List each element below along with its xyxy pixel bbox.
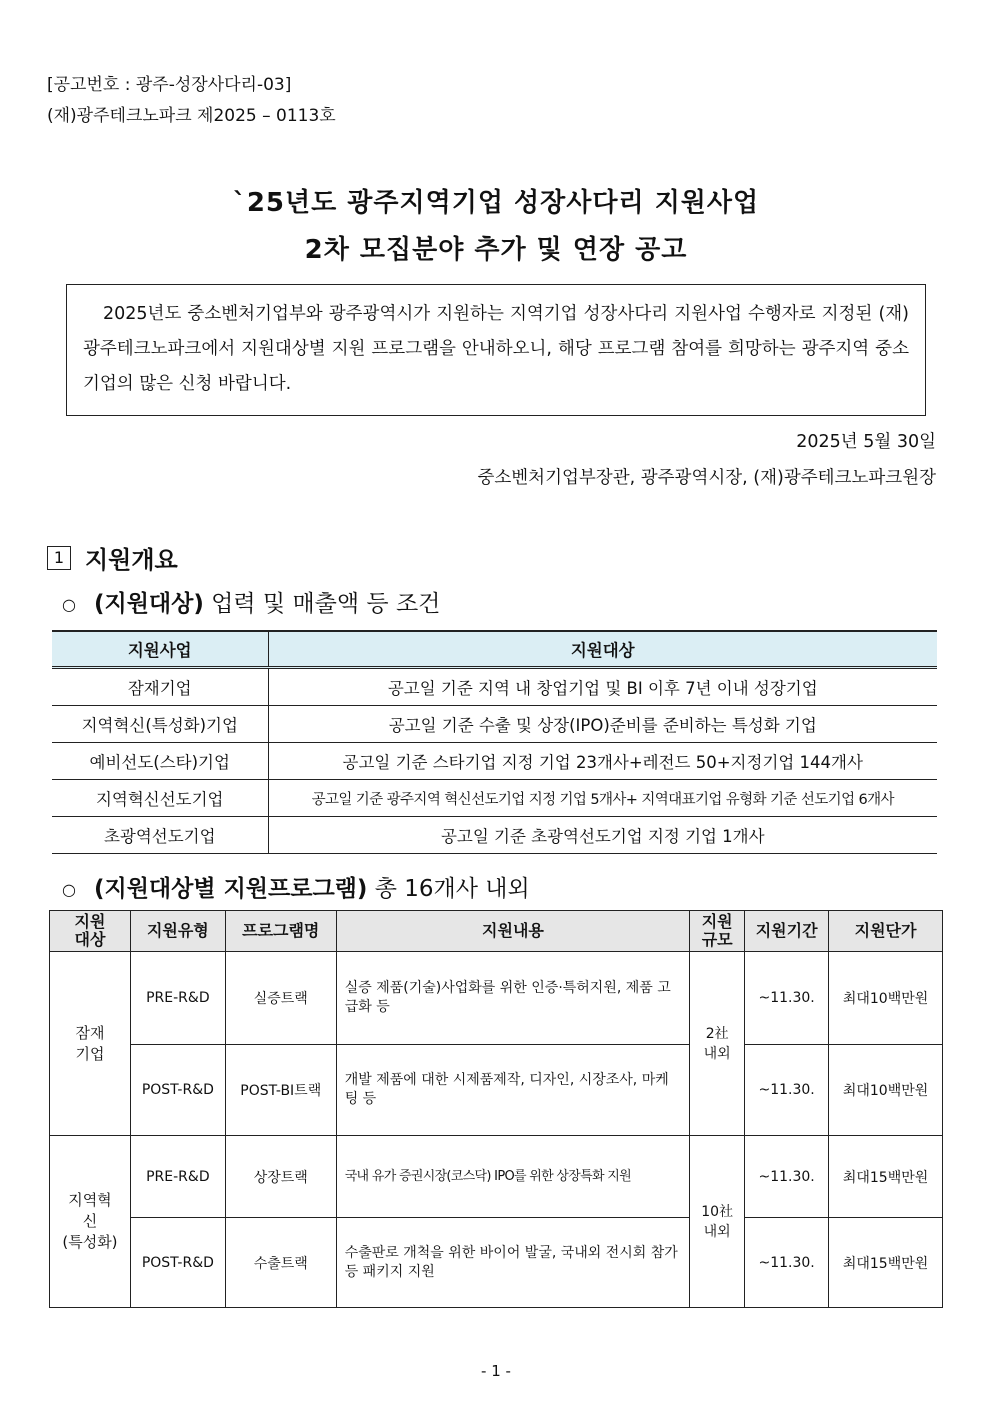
table-cell: 지역혁신(특성화)기업 [52,706,268,743]
column-header: 지원 규모 [690,911,745,952]
table-row [52,706,937,743]
table-row [50,1218,943,1308]
table-row [52,668,937,706]
section-number: 1 [47,546,71,570]
table-cell: PRE-R&D [130,952,225,1045]
table-cell: 개발 제품에 대한 시제품제작, 디자인, 시장조사, 마케팅 등 [336,1045,690,1136]
intro-text: 2025년도 중소벤처기업부와 광주광역시가 지원하는 지역기업 성장사다리 지원사업 수행자로 지정된 (재)광주테크노파크에서 지원대상별 지원 프로그램을 안내하오니, 해당 프로그램 참여를 희망하는 광주지역 중소기업의 많은 신청 바랍니다. [83,304,909,394]
table-row [52,780,937,817]
table-header-row [52,631,937,668]
table-row [52,743,937,780]
table-cell: 공고일 기준 스타기업 지정 기업 23개사+레전드 50+지정기업 144개사 [268,743,937,780]
table-cell: POST-R&D [130,1218,225,1308]
subsection-target [62,585,440,618]
page-title-line2: 2차 모집분야 추가 및 연장 공고 [304,235,688,265]
target-cell: 잠재 기업 [50,952,131,1136]
page-title-line1: `25년도 광주지역기업 성장사다리 지원사업 [232,188,760,218]
document-number: (재)광주테크노파크 제2025 – 0113호 [47,106,336,126]
table-cell: ~11.30. [745,952,829,1045]
table-row [50,952,943,1045]
subsection-label: (지원대상별 지원프로그램) [93,876,368,902]
announcement-date: 2025년 5월 30일 [796,432,936,452]
table-cell: 예비선도(스타)기업 [52,743,268,780]
table-header-row [50,911,943,952]
table-cell: 국내 유가 증권시장(코스닥) IPO를 위한 상장특화 지원 [336,1136,690,1218]
table-cell: ~11.30. [745,1045,829,1136]
scale-cell: 10社 내외 [690,1136,745,1308]
column-header: 지원내용 [336,911,690,952]
table-cell: 최대10백만원 [829,1045,943,1136]
table-cell: POST-BI트랙 [225,1045,336,1136]
column-header: 지원유형 [130,911,225,952]
table-row [50,1045,943,1136]
subsection-text: 업력 및 매출액 등 조건 [203,591,441,617]
table-cell: 공고일 기준 광주지역 혁신선도기업 지정 기업 5개사+ 지역대표기업 유형화 기준 선도기업 6개사 [268,780,937,817]
subsection-text: 총 16개사 내외 [367,876,530,902]
table-row [50,1136,943,1218]
target-cell: 지역혁 신 (특성화) [50,1136,131,1308]
table-cell: 수출판로 개척을 위한 바이어 발굴, 국내외 전시회 참가 등 패키지 지원 [336,1218,690,1308]
table-cell: 잠재기업 [52,668,268,706]
target-table [52,630,937,854]
table-cell: 최대10백만원 [829,952,943,1045]
column-header: 지원기간 [745,911,829,952]
program-table [49,910,943,1308]
table-cell: ~11.30. [745,1218,829,1308]
subsection-programs [62,870,530,903]
section-title: 지원개요 [85,546,178,574]
table-cell: 최대15백만원 [829,1218,943,1308]
table-cell: 공고일 기준 초광역선도기업 지정 기업 1개사 [268,817,937,854]
table-cell: POST-R&D [130,1045,225,1136]
column-header: 프로그램명 [225,911,336,952]
table-cell: 최대15백만원 [829,1136,943,1218]
table-row [52,817,937,854]
table-cell: 초광역선도기업 [52,817,268,854]
subsection-label: (지원대상) [93,591,204,617]
table-cell: PRE-R&D [130,1136,225,1218]
bullet-icon: ○ [62,880,76,899]
table-cell: 상장트랙 [225,1136,336,1218]
table-cell: 실증트랙 [225,952,336,1045]
column-header: 지원대상 [268,631,937,668]
page-number: - 1 - [481,1362,511,1380]
bullet-icon: ○ [62,595,76,614]
scale-cell: 2社 내외 [690,952,745,1136]
notice-number: [공고번호 : 광주-성장사다리-03] [47,75,292,95]
table-cell: 실증 제품(기술)사업화를 위한 인증·특허지원, 제품 고급화 등 [336,952,690,1045]
table-cell: 지역혁신선도기업 [52,780,268,817]
table-cell: 수출트랙 [225,1218,336,1308]
issuers: 중소벤처기업부장관, 광주광역시장, (재)광주테크노파크원장 [477,468,936,488]
column-header: 지원단가 [829,911,943,952]
column-header: 지원 대상 [50,911,131,952]
table-cell: ~11.30. [745,1136,829,1218]
table-cell: 공고일 기준 수출 및 상장(IPO)준비를 준비하는 특성화 기업 [268,706,937,743]
intro-box [66,284,926,416]
section-heading [47,540,178,575]
column-header: 지원사업 [52,631,268,668]
table-cell: 공고일 기준 지역 내 창업기업 및 BI 이후 7년 이내 성장기업 [268,668,937,706]
